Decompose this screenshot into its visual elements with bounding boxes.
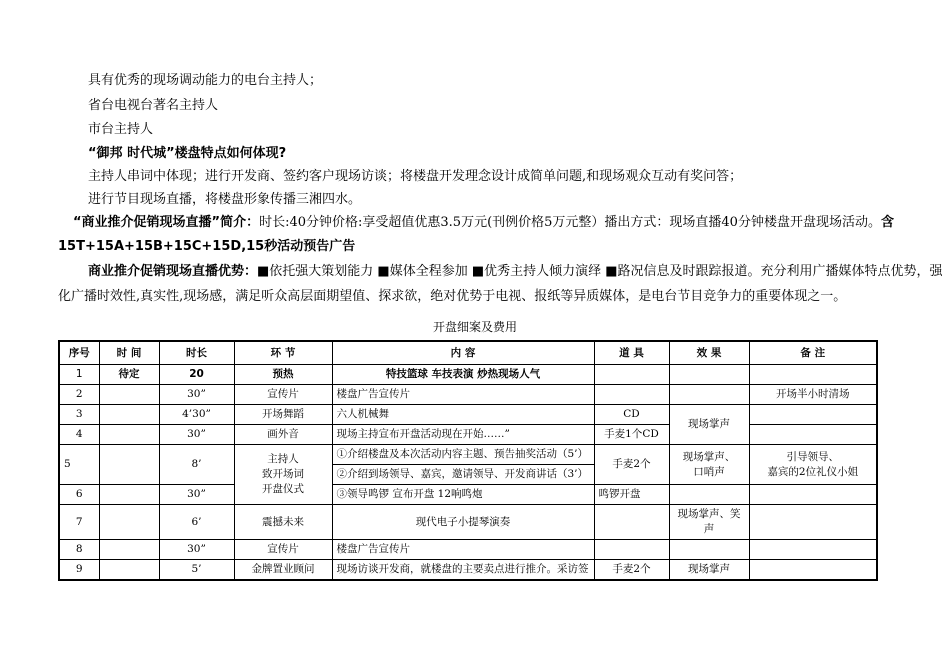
cell-time xyxy=(99,425,159,445)
table-row xyxy=(59,485,877,505)
cell-effect: 现场掌声 xyxy=(669,560,749,581)
cell-content: ③领导鸣锣 宣布开盘 12响鸣炮 xyxy=(332,485,594,505)
advantages-label: 商业推介促销现场直播优势： xyxy=(88,264,258,279)
effect-line-1: 现场掌声、 xyxy=(682,450,736,463)
cell-no: 5 xyxy=(59,445,99,485)
cell-content: 楼盘广告宣传片 xyxy=(332,385,594,405)
cell-no: 3 xyxy=(59,405,99,425)
cell-duration: 5’ xyxy=(159,560,234,581)
cell-notes xyxy=(749,485,877,505)
cell-effect xyxy=(669,365,749,385)
intro-tail: 含 xyxy=(880,215,894,230)
cell-duration: 30” xyxy=(159,540,234,560)
paragraph-advantages xyxy=(88,263,943,281)
header-effect: 效 果 xyxy=(669,341,749,365)
cell-segment: 画外音 xyxy=(234,425,332,445)
cell-time xyxy=(99,445,159,485)
table-row xyxy=(59,540,877,560)
paragraph-interview: 主持人串词中体现；进行开发商、签约客户现场访谈；将楼盘开发理念设计成简单问题,和现场观众互动有奖问答； xyxy=(88,169,743,184)
cell-content: 现场访谈开发商，就楼盘的主要卖点进行推介。采访签 xyxy=(332,560,594,581)
table-row xyxy=(59,445,877,465)
cell-time xyxy=(99,540,159,560)
cell-segment: 宣传片 xyxy=(234,385,332,405)
cell-segment xyxy=(234,445,332,505)
cell-notes xyxy=(749,425,877,445)
header-no: 序号 xyxy=(59,341,99,365)
cell-duration: 8’ xyxy=(159,445,234,485)
advantages-text: ■依托强大策划能力 ■媒体全程参加 ■优秀主持人倾力演绎 ■路况信息及时跟踪报道。充分利用广播媒体特点优势，强 xyxy=(257,264,943,279)
cell-effect: 现场掌声 xyxy=(669,405,749,445)
cell-no: 8 xyxy=(59,540,99,560)
cell-props: 鸣锣开盘 xyxy=(594,485,669,505)
cell-notes xyxy=(749,540,877,560)
cell-no: 2 xyxy=(59,385,99,405)
cell-no: 4 xyxy=(59,425,99,445)
cell-duration: 30” xyxy=(159,425,234,445)
note-line-2: 嘉宾的2位礼仪小姐 xyxy=(767,465,859,478)
cell-effect xyxy=(669,445,749,485)
table-row xyxy=(59,365,877,385)
cell-props xyxy=(594,505,669,540)
header-notes: 备 注 xyxy=(749,341,877,365)
cell-time xyxy=(99,405,159,425)
table-row xyxy=(59,405,877,425)
cell-notes xyxy=(749,405,877,425)
cell-duration: 30” xyxy=(159,485,234,505)
paragraph-host-ability: 具有优秀的现场调动能力的电台主持人； xyxy=(88,73,323,88)
cell-no: 9 xyxy=(59,560,99,581)
cell-props: 手麦2个 xyxy=(594,445,669,485)
paragraph-province-host: 省台电视台著名主持人 xyxy=(88,98,219,113)
cell-duration: 20 xyxy=(159,365,234,385)
header-segment: 环 节 xyxy=(234,341,332,365)
cell-time xyxy=(99,385,159,405)
cell-segment: 震撼未来 xyxy=(234,505,332,540)
cell-time: 待定 xyxy=(99,365,159,385)
cell-segment: 开场舞蹈 xyxy=(234,405,332,425)
header-time: 时 间 xyxy=(99,341,159,365)
cell-notes xyxy=(749,560,877,581)
cell-duration: 6’ xyxy=(159,505,234,540)
effect-line-2: 口哨声 xyxy=(693,465,725,478)
paragraph-intro xyxy=(73,214,894,232)
section-heading-features: “御邦 时代城”楼盘特点如何体现? xyxy=(88,146,287,161)
table-row xyxy=(59,385,877,405)
cell-props xyxy=(594,365,669,385)
cell-duration: 30” xyxy=(159,385,234,405)
cell-notes xyxy=(749,505,877,540)
header-props: 道 具 xyxy=(594,341,669,365)
cell-content: 现代电子小提琴演奏 xyxy=(332,505,594,540)
cell-content: ②介绍到场领导、嘉宾，邀请领导、开发商讲话（3’） xyxy=(332,465,594,485)
cell-props xyxy=(594,385,669,405)
effect-line-2: 声 xyxy=(703,523,715,535)
cell-content: 现场主持宣布开盘活动现在开始……” xyxy=(332,425,594,445)
cell-segment: 预热 xyxy=(234,365,332,385)
intro-label: “商业推介促销现场直播”简介： xyxy=(73,215,260,230)
effect-line-1: 现场掌声、笑 xyxy=(677,508,741,520)
cell-time xyxy=(99,485,159,505)
table-row xyxy=(59,505,877,540)
note-line-1: 引导领导、 xyxy=(786,450,839,463)
intro-text: 时长:40分钟价格:享受超值优惠3.5万元(刊例价格5万元整）播出方式：现场直播40分钟楼盘开盘现场活动。 xyxy=(259,215,881,230)
cell-props: CD xyxy=(594,405,669,425)
cell-notes: 开场半小时清场 xyxy=(749,385,877,405)
cell-content: 六人机械舞 xyxy=(332,405,594,425)
cell-time xyxy=(99,505,159,540)
cell-props xyxy=(594,540,669,560)
table-caption: 开盘细案及费用 xyxy=(432,320,517,334)
segment-line-2: 致开场词 xyxy=(262,468,304,480)
cell-props: 手麦1个CD xyxy=(594,425,669,445)
segment-line-1: 主持人 xyxy=(267,453,299,465)
cell-no: 6 xyxy=(59,485,99,505)
segment-line-3: 开盘仪式 xyxy=(262,483,304,495)
cell-effect xyxy=(669,540,749,560)
cell-time xyxy=(99,560,159,581)
cell-props: 手麦2个 xyxy=(594,560,669,581)
table-header-row xyxy=(59,341,877,365)
cell-no: 7 xyxy=(59,505,99,540)
header-content: 内 容 xyxy=(332,341,594,365)
cell-segment: 宣传片 xyxy=(234,540,332,560)
cell-content: 特技篮球 车技表演 炒热现场人气 xyxy=(332,365,594,385)
cell-no: 1 xyxy=(59,365,99,385)
cell-effect xyxy=(669,385,749,405)
cell-effect xyxy=(669,505,749,540)
table-row xyxy=(59,560,877,581)
paragraph-live-broadcast: 进行节目现场直播，将楼盘形象传播三湘四水。 xyxy=(88,192,362,207)
cell-segment: 金牌置业顾问 xyxy=(234,560,332,581)
cell-notes xyxy=(749,365,877,385)
cell-content: 楼盘广告宣传片 xyxy=(332,540,594,560)
paragraph-advantages-cont: 化广播时效性,真实性,现场感，满足听众高层面期望值、探求欲，绝对优势于电视、报纸等异质媒体，是电台节目竞争力的重要体现之一。 xyxy=(58,289,847,304)
cell-duration: 4’30” xyxy=(159,405,234,425)
header-duration: 时长 xyxy=(159,341,234,365)
table-row xyxy=(59,425,877,445)
paragraph-ad-spots: 15T+15A+15B+15C+15D,15秒活动预告广告 xyxy=(58,239,356,254)
paragraph-city-host: 市台主持人 xyxy=(88,122,154,137)
cell-content: ①介绍楼盘及本次活动内容主题、预告抽奖活动（5’） xyxy=(332,445,594,465)
cell-notes xyxy=(749,445,877,485)
cell-effect xyxy=(669,485,749,505)
schedule-table xyxy=(58,340,878,581)
